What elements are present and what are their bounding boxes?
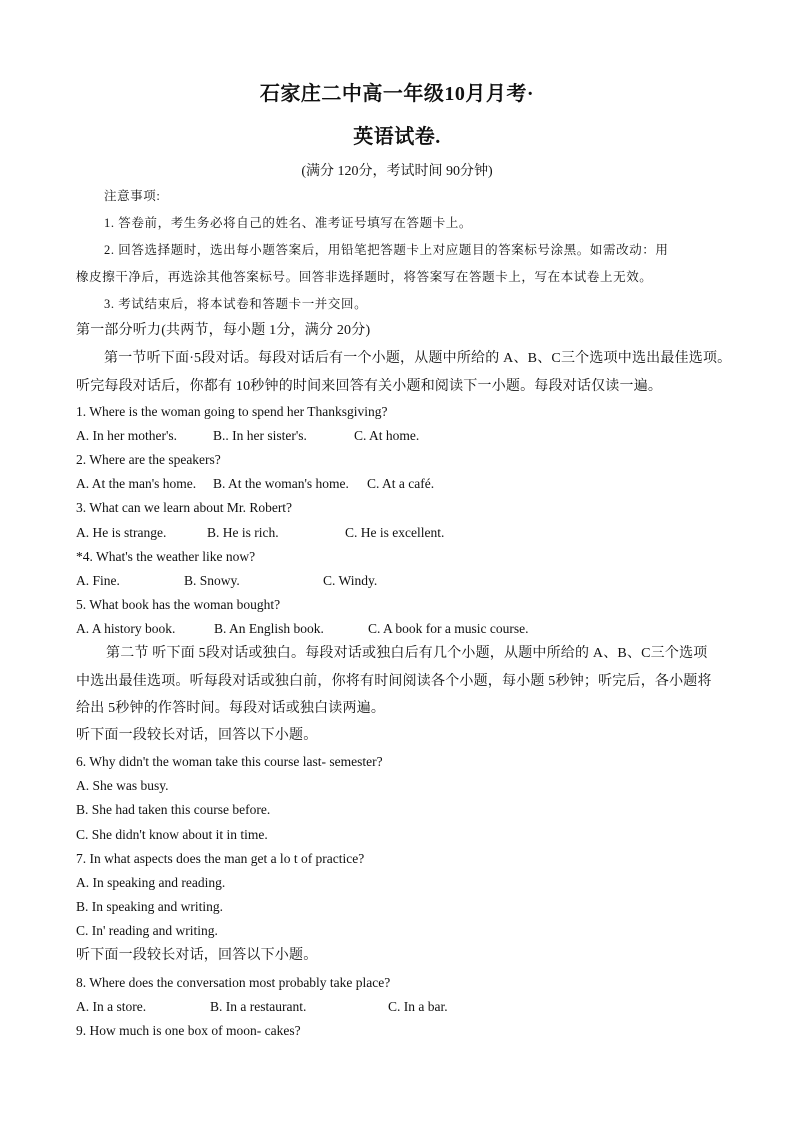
option-c: C. In a bar. (388, 999, 448, 1014)
question-6-option-a: A. She was busy. (76, 778, 169, 793)
exam-info: (满分 120分，考试时间 90分钟) (301, 164, 493, 179)
option-b: B. At the woman's home. (213, 476, 349, 491)
question-5: 5. What book has the woman bought? (76, 597, 281, 612)
question-9: 9. How much is one box of moon- cakes? (76, 1023, 301, 1038)
section1-instructions-a: 第一节听下面·5段对话。每段对话后有一个小题，从题中所给的 A、B、C三个选项中选出最佳选项。 (104, 351, 732, 366)
section2-instructions-c: 给出 5秒钟的作答时间。每段对话或独白读两遍。 (76, 701, 386, 716)
question-6-option-b: B. She had taken this course before. (76, 802, 271, 817)
question-2: 2. Where are the speakers? (76, 452, 221, 467)
option-a: A. In a store. (76, 999, 147, 1014)
section2-instructions-a: 第二节 听下面 5段对话或独白。每段对话或独白后有几个小题，从题中所给的 A、B、C三个选项 (106, 646, 708, 661)
question-8: 8. Where does the conversation most probably take place? (76, 975, 391, 990)
question-2-options (76, 474, 434, 494)
question-7-option-c: C. In' reading and writing. (76, 923, 218, 938)
question-8-options (76, 997, 448, 1017)
question-7: 7. In what aspects does the man get a lo t of practice? (76, 851, 365, 866)
dialogue-prompt-1: 听下面一段较长对话，回答以下小题。 (76, 728, 318, 743)
option-a: A. At the man's home. (76, 476, 197, 491)
question-4-options (76, 571, 377, 591)
note-item-2a: 2. 回答选择题时，选出每小题答案后，用铅笔把答题卡上对应题目的答案标号涂黑。如需改动：用 (104, 243, 669, 257)
option-c: C. A book for a music course. (368, 621, 529, 636)
note-item-2b: 橡皮擦干净后，再选涂其他答案标号。回答非选择题时，将答案写在答题卡上，写在本试卷上无效。 (76, 270, 653, 284)
note-item-3: 3. 考试结束后，将本试卷和答题卡一并交回。 (104, 297, 368, 311)
option-a: A. In her mother's. (76, 428, 178, 443)
question-6: 6. Why didn't the woman take this course last- semester? (76, 754, 383, 769)
option-a: A. He is strange. (76, 525, 167, 540)
option-b: B. Snowy. (184, 573, 240, 588)
notes-heading: 注意事项: (104, 189, 161, 203)
question-6-option-c: C. She didn't know about it in time. (76, 827, 268, 842)
option-a: A. A history book. (76, 621, 176, 636)
option-b: B.. In her sister's. (213, 428, 307, 443)
question-7-option-a: A. In speaking and reading. (76, 875, 226, 890)
option-b: B. An English book. (214, 621, 324, 636)
section1-instructions-b: 听完每段对话后，你都有 10秒钟的时间来回答有关小题和阅读下一小题。每段对话仅读一遍。 (76, 379, 663, 394)
option-c: C. He is excellent. (345, 525, 445, 540)
section2-instructions-b: 中选出最佳选项。听每段对话或独白前，你将有时间阅读各个小题，每小题 5秒钟；听完后，各小题将 (76, 674, 712, 689)
dialogue-prompt-2: 听下面一段较长对话，回答以下小题。 (76, 948, 318, 963)
option-c: C. At home. (354, 428, 420, 443)
exam-title: 石家庄二中高一年级10月月考· (259, 83, 535, 105)
question-1: 1. Where is the woman going to spend her Thanksgiving? (76, 404, 388, 419)
exam-subject: 英语试卷. (353, 126, 441, 148)
question-5-options (76, 619, 528, 639)
option-c: C. At a café. (367, 476, 435, 491)
question-3: 3. What can we learn about Mr. Robert? (76, 500, 293, 515)
option-a: A. Fine. (76, 573, 120, 588)
note-item-1: 1. 答卷前，考生务必将自己的姓名、准考证号填写在答题卡上。 (104, 216, 473, 230)
option-c: C. Windy. (323, 573, 378, 588)
option-b: B. In a restaurant. (210, 999, 307, 1014)
question-7-option-b: B. In speaking and writing. (76, 899, 223, 914)
question-3-options (76, 523, 444, 543)
question-1-options (76, 426, 419, 446)
option-b: B. He is rich. (207, 525, 279, 540)
question-4: *4. What's the weather like now? (76, 549, 256, 564)
part1-heading: 第一部分听力(共两节，每小题 1分，满分 20分) (76, 323, 371, 338)
